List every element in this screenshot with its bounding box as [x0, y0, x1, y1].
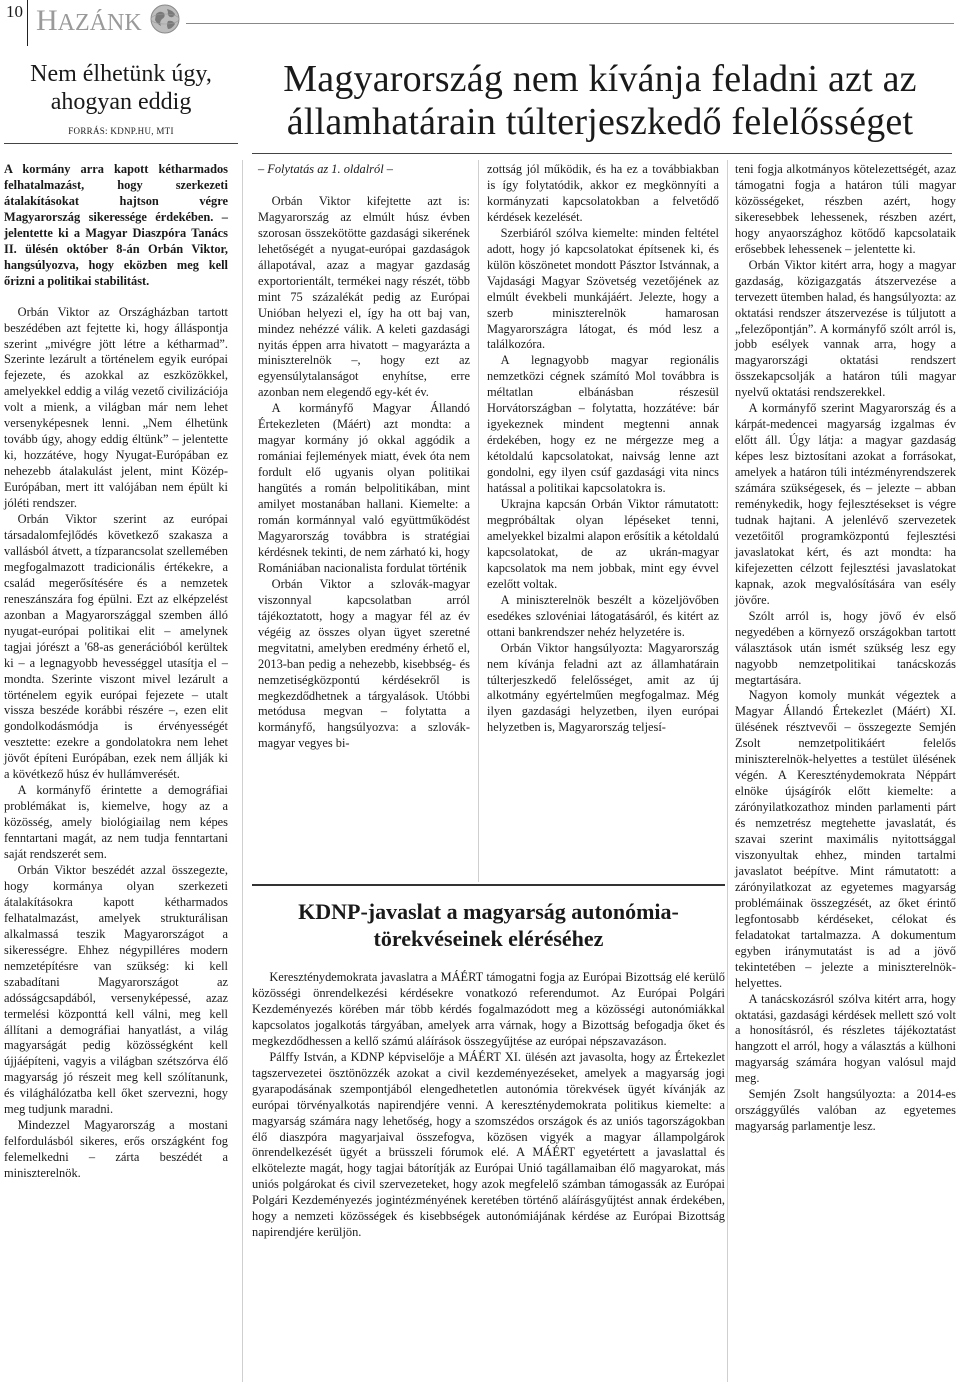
article-paragraph: A kormányfő szerint Magyarország és a kárpát-medencei magyarság izgalmas év előtt áll. Úgy látja: a magyar gazdaság képes lesz biztosítani azokat a forrásokat, amelyek a határon túli intézményrendszerek számára szükségesek, és – jelezte – abban reménykedik, hogy fejlesztésekset is végre tudnak hajtani. A jelenlévő szervezetek vezetőitől programközpontú fejlesztési javaslatokat kért, és azt mondta: ha kifejezetten célzott fejlesztési javaslatokat kapnak, azok megvalósítására van esély jövőre.: [735, 401, 956, 607]
article-paragraph: Pálffy István, a KDNP képviselője a MÁÉRT XI. ülésén azt javasolta, hogy az Értekezlet tagszervezetei ösztönözzék azokat a civil kezdeményezéseket, amelyek a magyarság jogi gyarapodásának szempontjából elengedhetetlen autonómia törekvések ügyét kívánják az európai törvényalkotás napirendjére venni. A kereszténydemokrata politikus kiemelte: a magyarság számára nagy lehetőség, hogy a szomszédos országok és az uniós tagországokban élő diaszpóra magyarjaival összefogva, közösen vigyék a magyar állampolgárok önrendelkezését ügyét a brüsszeli fórumok elé. A MÁÉRT egyetértett a javaslattal és elkötelezte magát, hogy tagjai bátorítják az Európai Unió tagállamaiban élő magyarokat, más uniós polgárokat és civil szervezeteket, hogy azok megfelelő számban támogassák az Európai Polgári Kezdeményezés jogintézményének keretében történő aláírásgyűjtést annak érdekében, hogy a nemzeti közösségek és kisebbségek autonómiájának kérdése az Európai Bizottság napirendjére kerüljön.: [252, 1049, 725, 1240]
article-paragraph: Nagyon komoly munkát végeztek a Magyar Állandó Értekezlet (Máért) XI. ülésének résztvevői – összegezte Semjén Zsolt nemzetpolitikáért felelős miniszterelnök-helyettes a testület ülésének végén. A Kereszténydemokrata Néppárt elnöke újságírók előtt kiemelte: a zárónyilatkozathoz minden parlamenti párt és nemzetrész megtehette javaslatát, és szavai szerint maximális nyitottsággal viszonyultak ehhez, minden tartalmi javaslatot beépítve. Mint rámutatott: a zárónyilatkozat az egyetemes magyarság problémáinak összegzését, az őket érintő legfontosabb kérdéseket, célokat és feladatokat tartalmazza. A dokumentum egyben iránymutatást is ad a jövő tekintetében – jelezte a miniszterelnök-helyettes.: [735, 688, 956, 990]
continuation-note: – Folytatás az 1. oldalról –: [258, 162, 393, 176]
sidebar-lead: [4, 162, 228, 290]
masthead-divider: [27, 0, 28, 46]
box-article-rule: [252, 884, 725, 886]
article-paragraph: A kormányfő érintette a demográfiai problémákat is, kiemelve, hogy az a közösség, amely biológiailag nem képes fenntartani magát, az nem tudja fenntartani saját rendszerét sem.: [4, 783, 228, 862]
main-headline-rule: [252, 153, 952, 154]
main-article-column-3: [735, 162, 956, 1384]
column-rule: [478, 160, 479, 882]
main-headline: Magyarország nem kívánja feladni azt az államhatárain túlterjeszkedő felelősséget: [283, 58, 917, 143]
article-paragraph: Semjén Zsolt hangsúlyozta: a 2014-es országgyűlés valóban az egyetemes magyarság parlamentje lesz.: [735, 1087, 956, 1134]
article-paragraph: A kormányfő Magyar Állandó Értekezleten (Máért) azt mondta: a magyar kormány jó okkal aggódik a romániai fejlemények miatt, évek óta nem fordult elő ugyanis olyan politikai hangütés a román belpolitikában, mint amilyet mostanában hallani. Kiemelte: a román kormánnyal való együttműködést Magyarország továbbra is stratégiai kérdésnek tekinti, de nem zárható ki, hogy Romániában nacionalista fordulat történik: [258, 401, 470, 575]
main-article-column-1: [258, 162, 470, 892]
column-rule: [242, 160, 243, 1382]
article-paragraph: Orbán Viktor szerint az európai társadalomfejlődés következő szakasza a vallásból átvett, a tízparancsolat szellemében megfogalmazott tradicionális értékekre, a család megerősítésére és a nemzetek reneszánszára fog épülni. Ezt az elképzelést azonban a Magyarországgal szemben álló nyugat-európai politikai elit – amelynek tagjai jórészt a '68-as generációból kerültek ki – a legnagyobb hevességgel utasítja el – mondta. Szerinte viszont mivel lezárult a történelem egyik európai fejezete – utalt vissza beszéde korábbi részére –, ezen elit gondolkodásmódja is érvényességét vesztette: ezekre a gondolatokra nem lehet jövőt építeni Európában, ezek nem állják ki a kövétkező húsz év hullámverését.: [4, 512, 228, 782]
article-paragraph: Orbán Viktor kitért arra, hogy a magyar gazdaság, közigazgatás átszervezése a tervezett ütemben halad, és hangsúlyozta: az oktatási rendszer átszervezése is túljutott a „felezőpontján”. A kormányfő szólt arról is, jobb esélyek vannak arra, hogy a magyarországi oktatási rendszert összekapcsolják a határon túli magyar nyelvű oktatási rendszerekkel.: [735, 257, 956, 400]
globe-icon: [150, 4, 180, 34]
sidebar-headline: Nem élhetünk úgy, ahogyan eddig: [30, 61, 212, 115]
article-paragraph: A tanácskozásról szólva kitért arra, hogy oktatási, gazdasági kérdések mellett szó volt a honosításról, és részletes tájékoztatást hangzott el arról, hogy a választás a külhoni magyarság számára hogyan valósul majd meg.: [735, 991, 956, 1086]
main-article-column-2: [487, 162, 719, 892]
masthead: [0, 0, 960, 48]
article-paragraph: Orbán Viktor beszédét azzal összegezte, hogy kormánya olyan szerkezeti átalakításokra kapott kétharmados felhatalmazást, amelyek strukturálisan alkalmassá teszik Magyarországot a sikerességre. Ehhez négypilléres modern nemzetépítésre van szükség: ki kell szabadítani Magyarországot az adósságcsapdából, versenyképessé, azaz termelési központtá kell válni, meg kell állítani a demográfiai hanyatlást, a világ magyarságát pedig közösségként kell újjáépíteni, vagyis a világban szétszórva élő magyarság jó részeit meg kell szólítanunk, és világhálózatba kell őket szervezni, hogy meg tudjunk maradni.: [4, 862, 228, 1117]
sidebar-source: FORRÁS: KDNP.HU, MTI: [68, 126, 174, 136]
box-article-headline: KDNP-javaslat a magyarság autonómia-törekvéseinek eléréséhez: [298, 899, 679, 951]
article-paragraph: Szólt arról is, hogy jövő év első negyedében a környező országokban tartott választások után ismét szükség lesz egy nagyobb nemzetpolitikai tanácskozás megtartására.: [735, 608, 956, 687]
page-number: 10: [6, 2, 23, 21]
sidebar-article-column: [4, 162, 228, 1384]
article-paragraph: A miniszterelnök beszélt a közeljövőben esedékes szlovéniai látogatásáról, és kitért az ottani bankrendszer nehéz helyzetére is.: [487, 592, 719, 639]
article-paragraph: Orbán Viktor az Országházban tartott beszédében azt fejtette ki, hogy álláspontja szerint „mivégre jött létre a kétharmad”. Szerinte lezárult a történelem egyik európai fejezete, és azokkal az eszközökkel, amelyekkel eddig a világ vezető civilizációja volt a mienk, a világban már nem lehet versenyképesnek lenni. „Nem élhetünk tovább úgy, ahogy eddig éltünk” – jelentette ki, hozzátéve, hogy Nyugat-Európában ez nehezebb átalakulást jelent, mint Közép-Európában, mert itt valójában nem épült ki jóléti rendszer.: [4, 304, 228, 511]
article-paragraph: Mindezzel Magyarország a mostani felfordulásból sikeres, erős országként fog felemelkedni – zárta beszédét a miniszterelnök.: [4, 1118, 228, 1181]
masthead-rule: [186, 23, 954, 24]
sidebar-rule: [4, 143, 238, 144]
column-rule: [727, 160, 728, 1382]
article-paragraph: Szerbiáról szólva kiemelte: minden feltétel adott, hogy jó kapcsolatokat építsenek ki, és külön köszönetet mondott Pásztor Istvánnak, a Vajdasági Magyar Szövetség vezetőjének az elmúlt évekbeli munkájáért. Jelezte, hogy a szerb miniszterelnök hamarosan Magyarországra látogat, és mód lesz a találkozóra.: [487, 225, 719, 352]
article-paragraph: Orbán Viktor kifejtette azt is: Magyarország az elmúlt húsz évben szorosan összekötötte gazdasági sikerének lehetőségét a nyugat-európai gazdaságok állapotával, azaz a magyar gazdaság exportorientált, termékei nagy részét, több mint 75 százalékát pedig az Európai Unióban helyezi el, így ha ott baj van, mindez nehézzé válik. A keleti gazdasági nyitás éppen arra hivatott – magyarázta a miniszterelnök –, hogy ezt az egyensúlytalanságot enyhítse, erre azonban nem elegendő egy-két év.: [258, 193, 470, 400]
box-article-body: [252, 970, 725, 1384]
article-paragraph: Ukrajna kapcsán Orbán Viktor rámutatott: megpróbáltak olyan lépéseket tenni, amelyekkel bizalmi alapon erősítik a kétoldalú kapcsolatokat, de az ukrán-magyar kapcsolatok ma nem jobbak, mint egy évvel ezelőtt voltak.: [487, 497, 719, 591]
article-paragraph: teni fogja alkotmányos kötelezettségét, azaz támogatni fogja a határon túli magyar közösségeket, részben azért, hogy sikeresebbek lehessenek, részben azért, hogy anyaországhoz kötődő kapcsolataik erősebbek lehessenek – jelentette ki.: [735, 162, 956, 256]
article-paragraph: A legnagyobb magyar regionális nemzetközi cégnek számító Mol továbbra is méltatlan elbánásban részesül Horvátországban – folytatta, hozzátéve: bár igyekeznek mindent megtenni annak érdekében, hogy ez ne mérgezze meg a kétoldalú kapcsolatokat, naivság lenne azt gondolni, egy ilyen csúf gazdasági vita nincs hatással a politikai kapcsolatokra is.: [487, 353, 719, 496]
paper-name-rest: AZÁNK: [57, 10, 142, 36]
article-paragraph: zottság jól működik, és ha ez a továbbiakban is így folytatódik, akkor ez megkönnyíti a kormányzati kapcsolatokban a felvetődő kérdések kezelését.: [487, 162, 719, 224]
article-paragraph: Orbán Viktor hangsúlyozta: Magyarország nem kívánja feladni azt az államhatárain túlterjeszkedő felelősséget, amit az új alkotmány egyértelműen megfogalmaz. Még ilyen gazdasági helyzetben, ilyen európai helyzetben is, Magyarország teljesí-: [487, 640, 719, 735]
sidebar-lead-paragraph: A kormány arra kapott kétharmados felhatalmazást, hogy szerkezeti átalakításokat hajtson végre Magyarország sikeressége érdekében. – jelentette ki a Magyar Diaszpóra Tanács II. ülésén október 8-án Orbán Viktor, hangsúlyozva, hogy eközben meg kell őrizni a politikai stabilitást.: [4, 162, 228, 288]
article-paragraph: Orbán Viktor a szlovák-magyar viszonnyal kapcsolatban arról tájékoztatott, hogy a magyar fél az év végéig az összes olyan ügyet szeretné megvitatni, amelyben eredmény érhető el, 2013-ban pedig a nehezebb, kisebbség- és nemzetiségközpontú kérdésekről is megkezdődhetnek a tárgyalások. Utóbbi metódusa megvan – folytatta a kormányfő, hangsúlyozva: a szlovák-magyar vegyes bi-: [258, 576, 470, 751]
article-paragraph: Kereszténydemokrata javaslatra a MÁÉRT támogatni fogja az Európai Bizottság elé kerülő közösségi önrendelkezési kérdésekre vonatkozó referendumot. Az Európai Polgári Kezdeményezés körében már több kérdés fogalmazódott meg a közösségi autonómiákkal kapcsolatos jogalkotás tárgyában, amelyek arra várnak, hogy a Bizottság befogadja őket és megkezdődhessen a kellő számú aláírások összegyűjtése az európai népszavazáson.: [252, 970, 725, 1048]
paper-name-initial: H: [36, 4, 58, 37]
paper-name: [36, 4, 142, 38]
